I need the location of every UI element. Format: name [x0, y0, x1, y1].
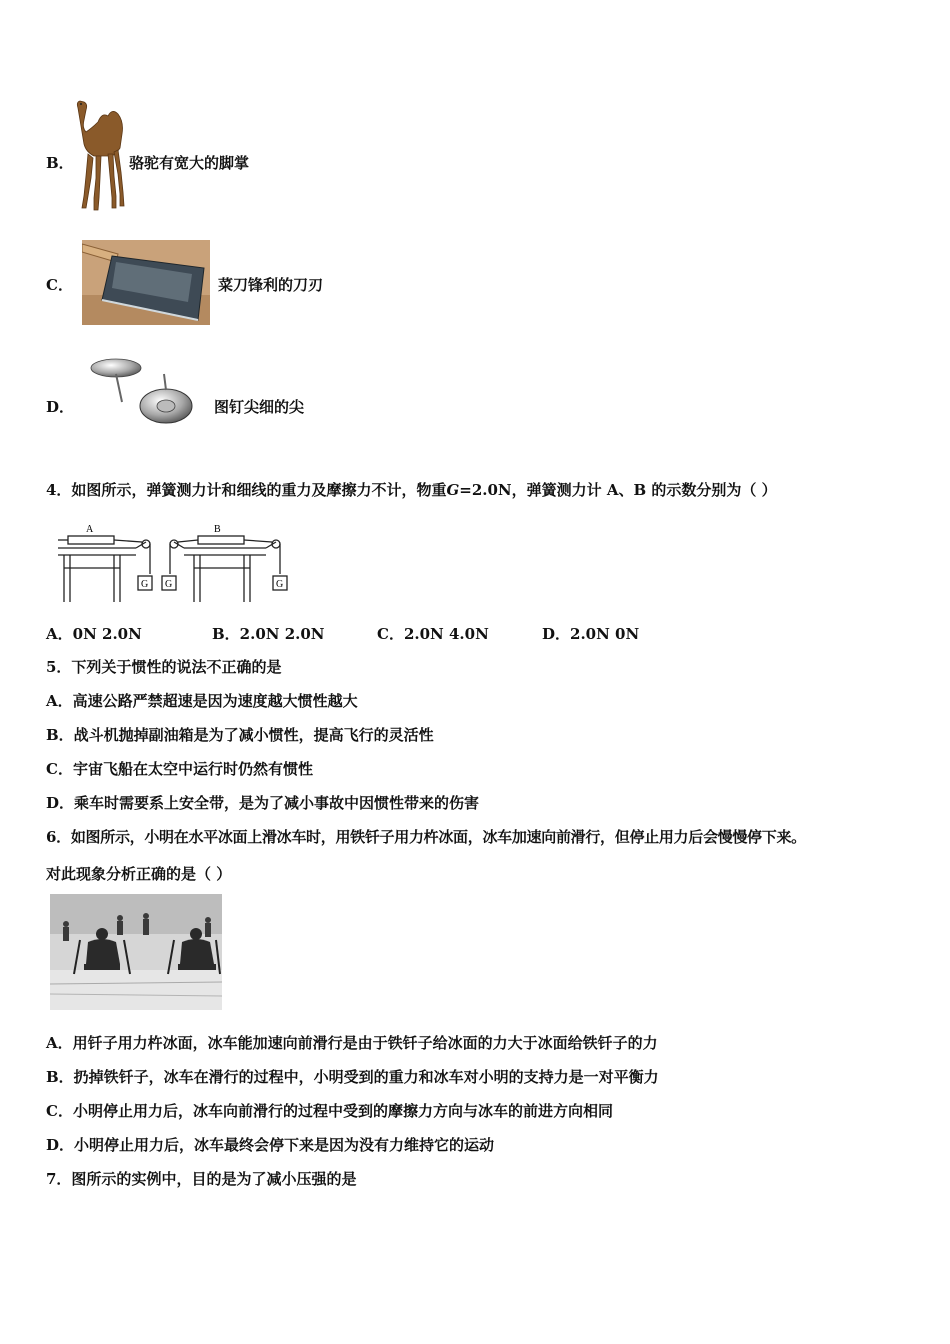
option-b-letter: B． — [46, 154, 74, 172]
weight-label-3: G — [276, 579, 284, 590]
cleaver-image — [82, 240, 210, 325]
q4-option-c: C．2.0N 4.0N — [377, 625, 489, 643]
q4-option-d: D．2.0N 0N — [542, 625, 640, 643]
option-d-text: 图钉尖细的尖 — [214, 398, 305, 416]
q4-option-a: A．0N 2.0N — [46, 625, 142, 643]
q5-option-c: C．宇宙飞船在太空中运行时仍然有惯性 — [46, 760, 313, 778]
q4-option-b: B．2.0N 2.0N — [212, 625, 325, 643]
option-c-letter: C． — [46, 276, 73, 294]
question-5-stem: 5．下列关于惯性的说法不正确的是 — [46, 658, 282, 676]
q5-option-b: B．战斗机抛掉副油箱是为了减小惯性，提高飞行的灵活性 — [46, 726, 434, 744]
option-d-letter: D． — [46, 398, 75, 416]
question-6-stem-line2: 对此现象分析正确的是（ ） — [46, 865, 232, 883]
thumbtacks-image — [88, 354, 194, 426]
q5-option-a: A．高速公路严禁超速是因为速度越大惯性越大 — [46, 692, 358, 710]
option-b-text: 骆驼有宽大的脚掌 — [129, 154, 250, 172]
option-c-text: 菜刀锋利的刀刃 — [218, 276, 324, 294]
ice-sled-photo — [50, 894, 222, 1010]
weight-label-2: G — [165, 579, 173, 590]
label-a: A — [86, 524, 94, 535]
q6-option-a: A．用钎子用力杵冰面，冰车能加速向前滑行是由于铁钎子给冰面的力大于冰面给铁钎子的力 — [46, 1034, 658, 1052]
q6-option-c: C．小明停止用力后，冰车向前滑行的过程中受到的摩擦力方向与冰车的前进方向相同 — [46, 1102, 613, 1120]
camel-image — [72, 98, 126, 214]
question-4-stem: 4．如图所示，弹簧测力计和细线的重力及摩擦力不计，物重G=2.0N，弹簧测力计 A、B 的示数分别为（ ） — [46, 481, 777, 499]
question-7-stem: 7．图所示的实例中，目的是为了减小压强的是 — [46, 1170, 357, 1188]
q6-option-b: B．扔掉铁钎子，冰车在滑行的过程中，小明受到的重力和冰车对小明的支持力是一对平衡力 — [46, 1068, 659, 1086]
label-b: B — [214, 524, 221, 535]
question-6-stem-line1: 6．如图所示，小明在水平冰面上滑冰车时，用铁钎子用力杵冰面，冰车加速向前滑行，但停止用力后会慢慢停下来。 — [46, 828, 806, 846]
q5-option-d: D．乘车时需要系上安全带，是为了减小事故中因惯性带来的伤害 — [46, 794, 480, 812]
q6-option-d: D．小明停止用力后，冰车最终会停下来是因为没有力维持它的运动 — [46, 1136, 495, 1154]
weight-label-1: G — [141, 579, 149, 590]
spring-scale-diagram — [54, 518, 294, 610]
